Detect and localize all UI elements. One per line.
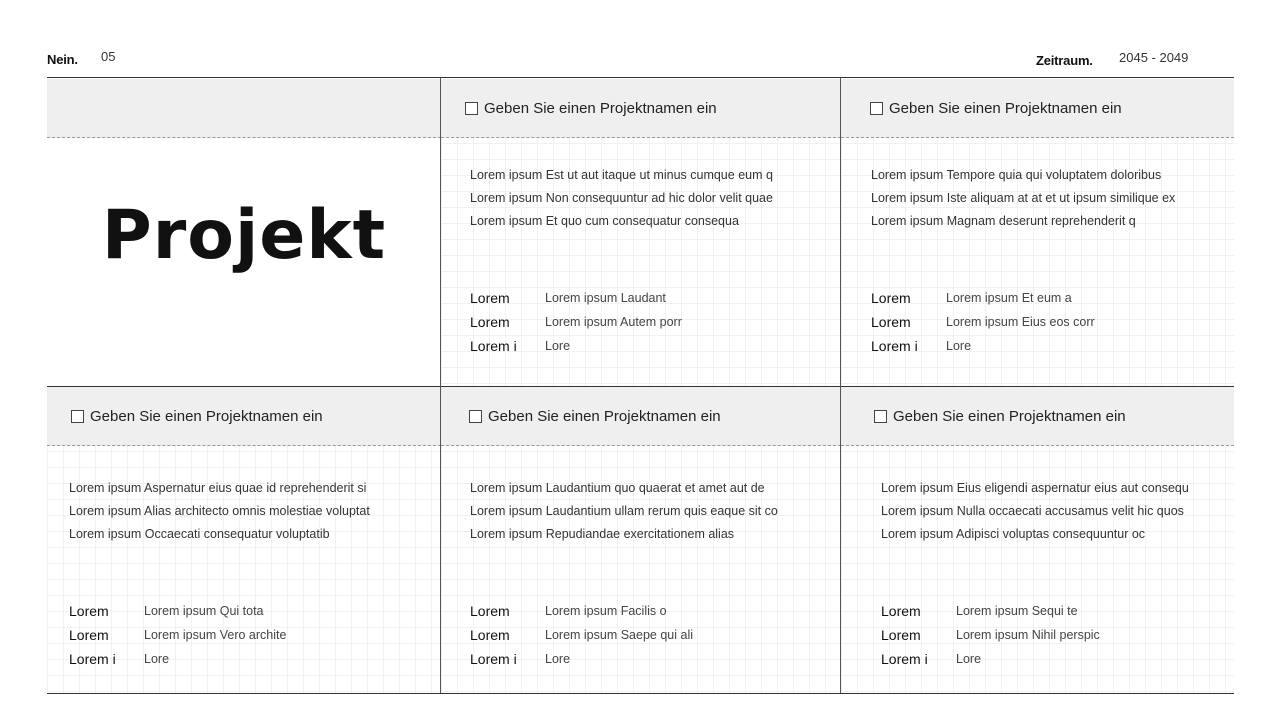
project-card	[47, 387, 441, 693]
period-value: 2045 - 2049	[1119, 50, 1189, 65]
description-line: Lorem ipsum Et quo cum consequatur consequa	[470, 214, 739, 228]
meta-value: Lorem ipsum Facilis o	[545, 604, 667, 618]
column-divider	[840, 78, 841, 693]
project-description	[470, 477, 778, 546]
project-name[interactable]: Geben Sie einen Projektnamen ein	[889, 99, 1122, 117]
meta-key: Lorem	[470, 627, 510, 643]
project-name[interactable]: Geben Sie einen Projektnamen ein	[484, 99, 717, 117]
project-card-header	[441, 387, 841, 446]
description-line: Lorem ipsum Aspernatur eius quae id reprehenderit si	[69, 481, 367, 495]
meta-value: Lorem ipsum Eius eos corr	[946, 315, 1095, 329]
project-card	[441, 79, 841, 386]
description-line: Lorem ipsum Iste aliquam at at et ut ipsum similique ex	[871, 191, 1176, 205]
meta-key: Lorem	[69, 603, 109, 619]
meta-key: Lorem i	[871, 338, 918, 354]
meta-key: Lorem	[871, 290, 911, 306]
project-description	[470, 164, 773, 233]
project-name[interactable]: Geben Sie einen Projektnamen ein	[893, 407, 1126, 425]
project-card-header	[441, 79, 841, 138]
meta-key: Lorem	[881, 603, 921, 619]
meta-key: Lorem	[470, 314, 510, 330]
meta-value: Lorem ipsum Et eum a	[946, 291, 1072, 305]
meta-value: Lorem ipsum Nihil perspic	[956, 628, 1100, 642]
project-description	[69, 477, 370, 546]
meta-value: Lore	[545, 339, 571, 353]
description-line: Lorem ipsum Magnam deserunt reprehenderit q	[871, 214, 1136, 228]
description-line: Lorem ipsum Occaecati consequatur voluptatib	[69, 527, 330, 541]
description-line: Lorem ipsum Tempore quia qui voluptatem doloribus	[871, 168, 1162, 182]
checkbox-icon[interactable]	[465, 102, 478, 115]
meta-key: Lorem i	[470, 338, 517, 354]
meta-key: Lorem	[871, 314, 911, 330]
description-line: Lorem ipsum Laudantium ullam rerum quis eaque sit co	[470, 504, 778, 518]
description-line: Lorem ipsum Adipisci voluptas consequuntur oc	[881, 527, 1146, 541]
project-card-header	[841, 387, 1234, 446]
title-cell-header	[47, 79, 441, 138]
project-meta	[470, 286, 682, 358]
description-line: Lorem ipsum Alias architecto omnis molestiae voluptat	[69, 504, 370, 518]
meta-value: Lore	[956, 652, 982, 666]
project-card-header	[47, 387, 441, 446]
meta-key: Lorem	[69, 627, 109, 643]
project-description	[881, 477, 1189, 546]
middle-rule	[47, 386, 1234, 387]
number-label: Nein.	[47, 52, 78, 67]
description-line: Lorem ipsum Non consequuntur ad hic dolor velit quae	[470, 191, 773, 205]
project-card	[841, 387, 1234, 693]
meta-key: Lorem	[470, 290, 510, 306]
meta-value: Lorem ipsum Qui tota	[144, 604, 264, 618]
project-meta	[69, 599, 286, 671]
project-meta	[871, 286, 1095, 358]
description-line: Lorem ipsum Eius eligendi aspernatur eius aut consequ	[881, 481, 1189, 495]
number-value: 05	[101, 49, 116, 64]
period-label: Zeitraum.	[1036, 53, 1093, 68]
meta-key: Lorem i	[69, 651, 116, 667]
meta-value: Lore	[545, 652, 571, 666]
description-line: Lorem ipsum Laudantium quo quaerat et amet aut de	[470, 481, 765, 495]
meta-key: Lorem	[881, 627, 921, 643]
meta-key: Lorem i	[881, 651, 928, 667]
project-name[interactable]: Geben Sie einen Projektnamen ein	[90, 407, 323, 425]
meta-value: Lorem ipsum Laudant	[545, 291, 666, 305]
meta-value: Lore	[144, 652, 170, 666]
checkbox-icon[interactable]	[71, 410, 84, 423]
checkbox-icon[interactable]	[870, 102, 883, 115]
project-card	[441, 387, 841, 693]
meta-key: Lorem	[470, 603, 510, 619]
meta-value: Lorem ipsum Saepe qui ali	[545, 628, 693, 642]
project-card-header	[841, 79, 1234, 138]
meta-value: Lorem ipsum Sequi te	[956, 604, 1078, 618]
meta-value: Lorem ipsum Vero archite	[144, 628, 287, 642]
project-description	[871, 164, 1175, 233]
project-meta	[881, 599, 1100, 671]
meta-value: Lorem ipsum Autem porr	[545, 315, 682, 329]
description-line: Lorem ipsum Repudiandae exercitationem alias	[470, 527, 735, 541]
description-line: Lorem ipsum Est ut aut itaque ut minus cumque eum q	[470, 168, 773, 182]
project-name[interactable]: Geben Sie einen Projektnamen ein	[488, 407, 721, 425]
top-rule	[47, 77, 1234, 78]
checkbox-icon[interactable]	[874, 410, 887, 423]
meta-value: Lore	[946, 339, 972, 353]
bottom-rule	[47, 693, 1234, 694]
description-line: Lorem ipsum Nulla occaecati accusamus velit hic quos	[881, 504, 1184, 518]
page-title: Projekt	[101, 196, 387, 275]
checkbox-icon[interactable]	[469, 410, 482, 423]
project-card	[841, 79, 1234, 386]
column-divider	[440, 78, 441, 693]
project-meta	[470, 599, 693, 671]
meta-key: Lorem i	[470, 651, 517, 667]
